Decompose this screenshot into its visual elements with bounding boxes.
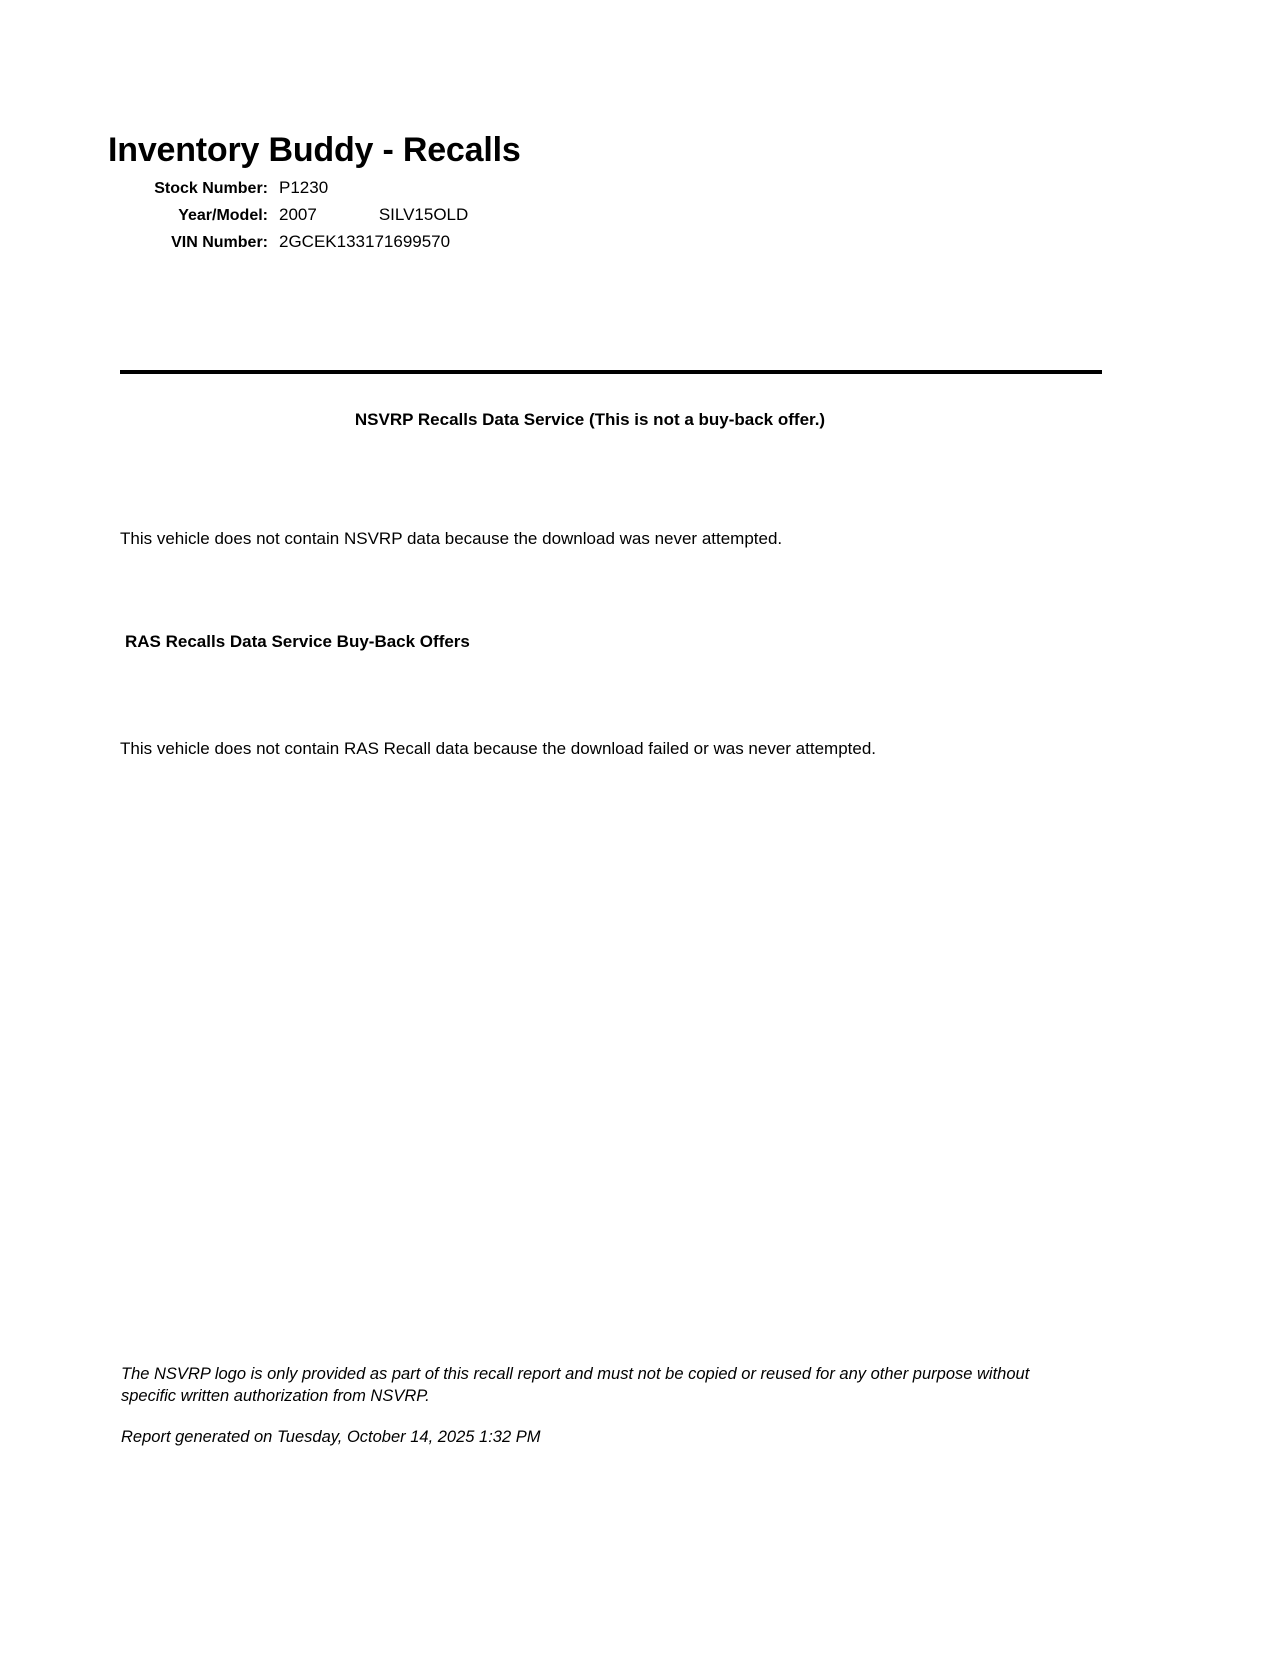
footer-generated-timestamp: Report generated on Tuesday, October 14, 2025 1:32 PM <box>121 1428 541 1446</box>
meta-row-vin-number <box>108 232 628 259</box>
footer-logo-disclaimer: The NSVRP logo is only provided as part of this recall report and must not be copied or reused for any other purpose without specific written authorization from NSVRP. <box>121 1365 1030 1406</box>
year-model-label: Year/Model: <box>178 207 268 224</box>
meta-row-year-model <box>108 205 628 232</box>
year-value: 2007 <box>279 205 317 224</box>
vin-number-value: 2GCEK133171699570 <box>279 232 451 251</box>
page-title: Inventory Buddy - Recalls <box>108 131 521 169</box>
horizontal-rule <box>120 370 1102 374</box>
ras-section-heading: RAS Recalls Data Service Buy-Back Offers <box>125 632 470 651</box>
vehicle-info-block <box>108 178 628 259</box>
ras-section-body: This vehicle does not contain RAS Recall data because the download failed or was never attempted. <box>120 739 877 758</box>
stock-number-label: Stock Number: <box>154 180 268 197</box>
stock-number-value: P1230 <box>279 178 329 197</box>
nsvrp-section-heading: NSVRP Recalls Data Service (This is not a buy-back offer.) <box>354 410 826 429</box>
meta-row-stock-number <box>108 178 628 205</box>
nsvrp-section-body: This vehicle does not contain NSVRP data because the download was never attempted. <box>120 529 783 548</box>
model-value: SILV15OLD <box>378 205 469 224</box>
vin-number-label: VIN Number: <box>171 234 268 251</box>
